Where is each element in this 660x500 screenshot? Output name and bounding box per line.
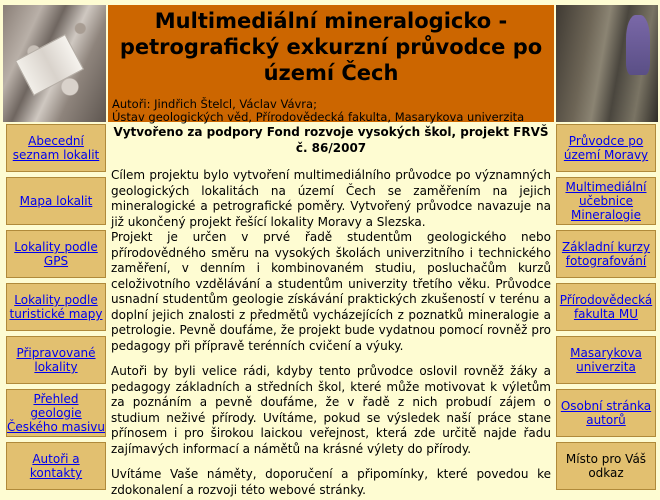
nav-geology-overview-link[interactable]: Přehled geologie Českého masivu bbox=[7, 392, 106, 434]
nav-photo-courses[interactable] bbox=[556, 230, 656, 278]
nav-planned-sites-link[interactable]: Připravované lokality bbox=[16, 346, 96, 374]
header-photo-left bbox=[3, 5, 106, 122]
intro-paragraph: Cílem projektu bylo vytvoření multimediálního průvodce po významných geologických lokalitách na území Čech se zaměřením na jejich mineralogické a petrografické poměry. Vytvořený průvodce navazuje na již ukončený projekt řešící lokality Moravy a Slezska. bbox=[111, 168, 551, 229]
nav-moravia-guide[interactable] bbox=[556, 124, 656, 172]
nav-authors-contacts[interactable] bbox=[6, 442, 106, 490]
nav-faculty-of-science-link[interactable]: Přírodovědecká fakulta MU bbox=[559, 293, 653, 321]
header-photo-right bbox=[556, 5, 658, 122]
funding-note: Vytvořeno za podpory Fond rozvoje vysokých škol, projekt FRVŠ č. 86/2007 bbox=[113, 125, 549, 155]
nav-map-of-sites-link[interactable]: Mapa lokalit bbox=[19, 194, 93, 208]
page-header bbox=[108, 5, 554, 122]
nav-sites-by-tourist-map-link[interactable]: Lokality podle turistické mapy bbox=[9, 293, 103, 321]
nav-your-link-placeholder-label: Místo pro Váš odkaz bbox=[565, 452, 647, 480]
audience-paragraph: Projekt je určen v prvé řadě studentům geologického nebo přírodovědného směru na vysokých školách univerzitního i technického zaměření, v denním i kombinovaném studiu, posluchačům kurzů celoživotního vzdělávání a studentům univerzity třetího věku. Průvodce usnadní studentům geologie získávání praktických zkušeností v terénu a doplní jejich znalosti z předmětů vycházejících z poznatků mineralogie a petrologie. Pevně doufáme, že projekt bude vydatnou pomocí rovněž pro pedagogy při přípravě terénních cvičení a výuky. bbox=[111, 230, 551, 353]
nav-alphabetical-list[interactable] bbox=[6, 124, 106, 172]
nav-photo-courses-link[interactable]: Základní kurzy fotografování bbox=[561, 240, 651, 268]
nav-planned-sites[interactable] bbox=[6, 336, 106, 384]
nav-sites-by-gps[interactable] bbox=[6, 230, 106, 278]
nav-geology-overview[interactable] bbox=[6, 389, 106, 437]
nav-map-of-sites[interactable] bbox=[6, 177, 106, 225]
nav-faculty-of-science[interactable] bbox=[556, 283, 656, 331]
wider-audience-paragraph: Autoři by byli velice rádi, kdyby tento průvodce oslovil rovněž žáky a pedagogy základních a středních škol, které může motivovat k výletům za poznáním a pevně doufáme, že v řadě z nich probudí zájem o studium neživé přírody. Uvítáme, pokud se výsledek naší práce stane přínosem i pro širokou laickou veřejnost, která zde určitě najde řadu zajímavých informací a námětů na krásné výlety do přírody. bbox=[111, 364, 551, 456]
nav-masaryk-university-link[interactable]: Masarykova univerzita bbox=[570, 346, 642, 374]
nav-mineralogy-textbook[interactable] bbox=[556, 177, 656, 225]
nav-moravia-guide-link[interactable]: Průvodce po území Moravy bbox=[563, 134, 649, 162]
nav-your-link-placeholder bbox=[556, 442, 656, 490]
page-title: Multimediální mineralogicko - petrografický exkurzní průvodce po území Čech bbox=[119, 9, 543, 85]
nav-alphabetical-list-link[interactable]: Abecední seznam lokalit bbox=[12, 134, 100, 162]
nav-mineralogy-textbook-link[interactable]: Multimediální učebnice Mineralogie bbox=[565, 180, 647, 222]
nav-authors-personal-page[interactable] bbox=[556, 389, 656, 437]
main-content bbox=[108, 124, 554, 500]
feedback-paragraph: Uvítáme Vaše náměty, doporučení a připomínky, které povedou ke zdokonalení a rozvoji této webové stránky. bbox=[111, 467, 551, 497]
nav-authors-personal-page-link[interactable]: Osobní stránka autorů bbox=[560, 399, 652, 427]
authors-affiliation: Ústav geologických věd, Přírodovědecká fakulta, Masarykova univerzita bbox=[112, 110, 525, 124]
nav-authors-contacts-link[interactable]: Autoři a kontakty bbox=[29, 452, 83, 480]
nav-sites-by-gps-link[interactable]: Lokality podle GPS bbox=[14, 240, 98, 268]
nav-masaryk-university[interactable] bbox=[556, 336, 656, 384]
authors-info bbox=[112, 98, 524, 124]
nav-sites-by-tourist-map[interactable] bbox=[6, 283, 106, 331]
authors-names: Autoři: Jindřich Štelcl, Václav Vávra; bbox=[112, 97, 317, 111]
